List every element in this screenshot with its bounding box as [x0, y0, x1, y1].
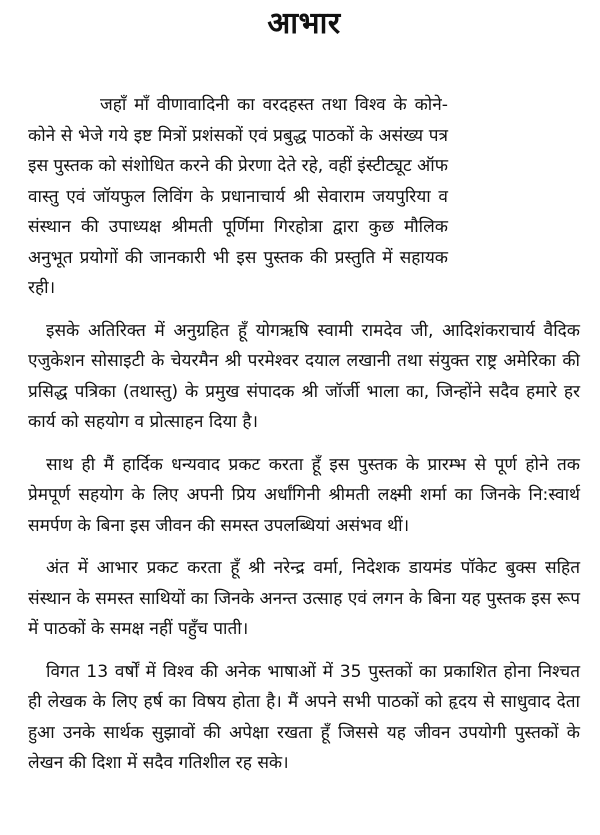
- page-title: आभार: [267, 6, 341, 41]
- paragraph-1: जहाँ माँ वीणावादिनी का वरदहस्त तथा विश्व के कोने-कोने से भेजे गये इष्ट मित्रों प्रशंसकों एवं प्रबुद्ध पाठकों के असंख्य पत्र इस पुस्तक को संशोधित करने की प्रेरणा देते रहे, वहीं इंस्टीट्यूट ऑफ वास्तु एवं जॉयफुल लिविंग के प्रधानाचार्य श्री सेवाराम जयपुरिया व संस्थान की उपाध्यक्ष श्रीमती पूर्णिमा गिरहोत्रा द्वारा कुछ मौलिक अनुभूत प्रयोगों की जानकारी भी इस पुस्तक की प्रस्तुति में सहायक रही।: [28, 95, 448, 298]
- paragraph-3: साथ ही मैं हार्दिक धन्यवाद प्रकट करता हूँ इस पुस्तक के प्रारम्भ से पूर्ण होने तक प्रेमपूर्ण सहयोग के लिए अपनी प्रिय अर्धांगिनी श्रीमती लक्ष्मी शर्मा का जिनके नि:स्वार्थ समर्पण के बिना इस जीवन की समस्त उपलब्धियां असंभव थीं।: [28, 454, 580, 536]
- paragraph-2: इसके अतिरिक्त में अनुग्रहित हूँ योगऋषि स्वामी रामदेव जी, आदिशंकराचार्य वैदिक एजुकेशन सोसाइटी के चेयरमैन श्री परमेश्वर दयाल लखानी तथा संयुक्त राष्ट्र अमेरिका की प्रसिद्ध पत्रिका (तथास्तु) के प्रमुख संपादक श्री जॉर्जी भाला का, जिन्होंने सदैव हमारे हर कार्य को सहयोग व प्रोत्साहन दिया है।: [28, 320, 580, 432]
- paragraph-5: विगत 13 वर्षों में विश्व की अनेक भाषाओं में 35 पुस्तकों का प्रकाशित होना निश्चत ही लेखक के लिए हर्ष का विषय होता है। मैं अपने सभी पाठकों को हृदय से साधुवाद देता हुआ उनके सार्थक सुझावों की अपेक्षा रखता हूँ जिससे यह जीवन उपयोगी पुस्तकों के लेखन की दिशा में सदैव गतिशील रह सके।: [28, 661, 580, 773]
- paragraph-4: अंत में आभार प्रकट करता हूँ श्री नरेन्द्र वर्मा, निदेशक डायमंड पॉकेट बुक्स सहित संस्थान के समस्त साथियों का जिनके अनन्त उत्साह एवं लगन के बिना यह पुस्तक इस रूप में पाठकों के समक्ष नहीं पहुँच पाती।: [28, 558, 580, 639]
